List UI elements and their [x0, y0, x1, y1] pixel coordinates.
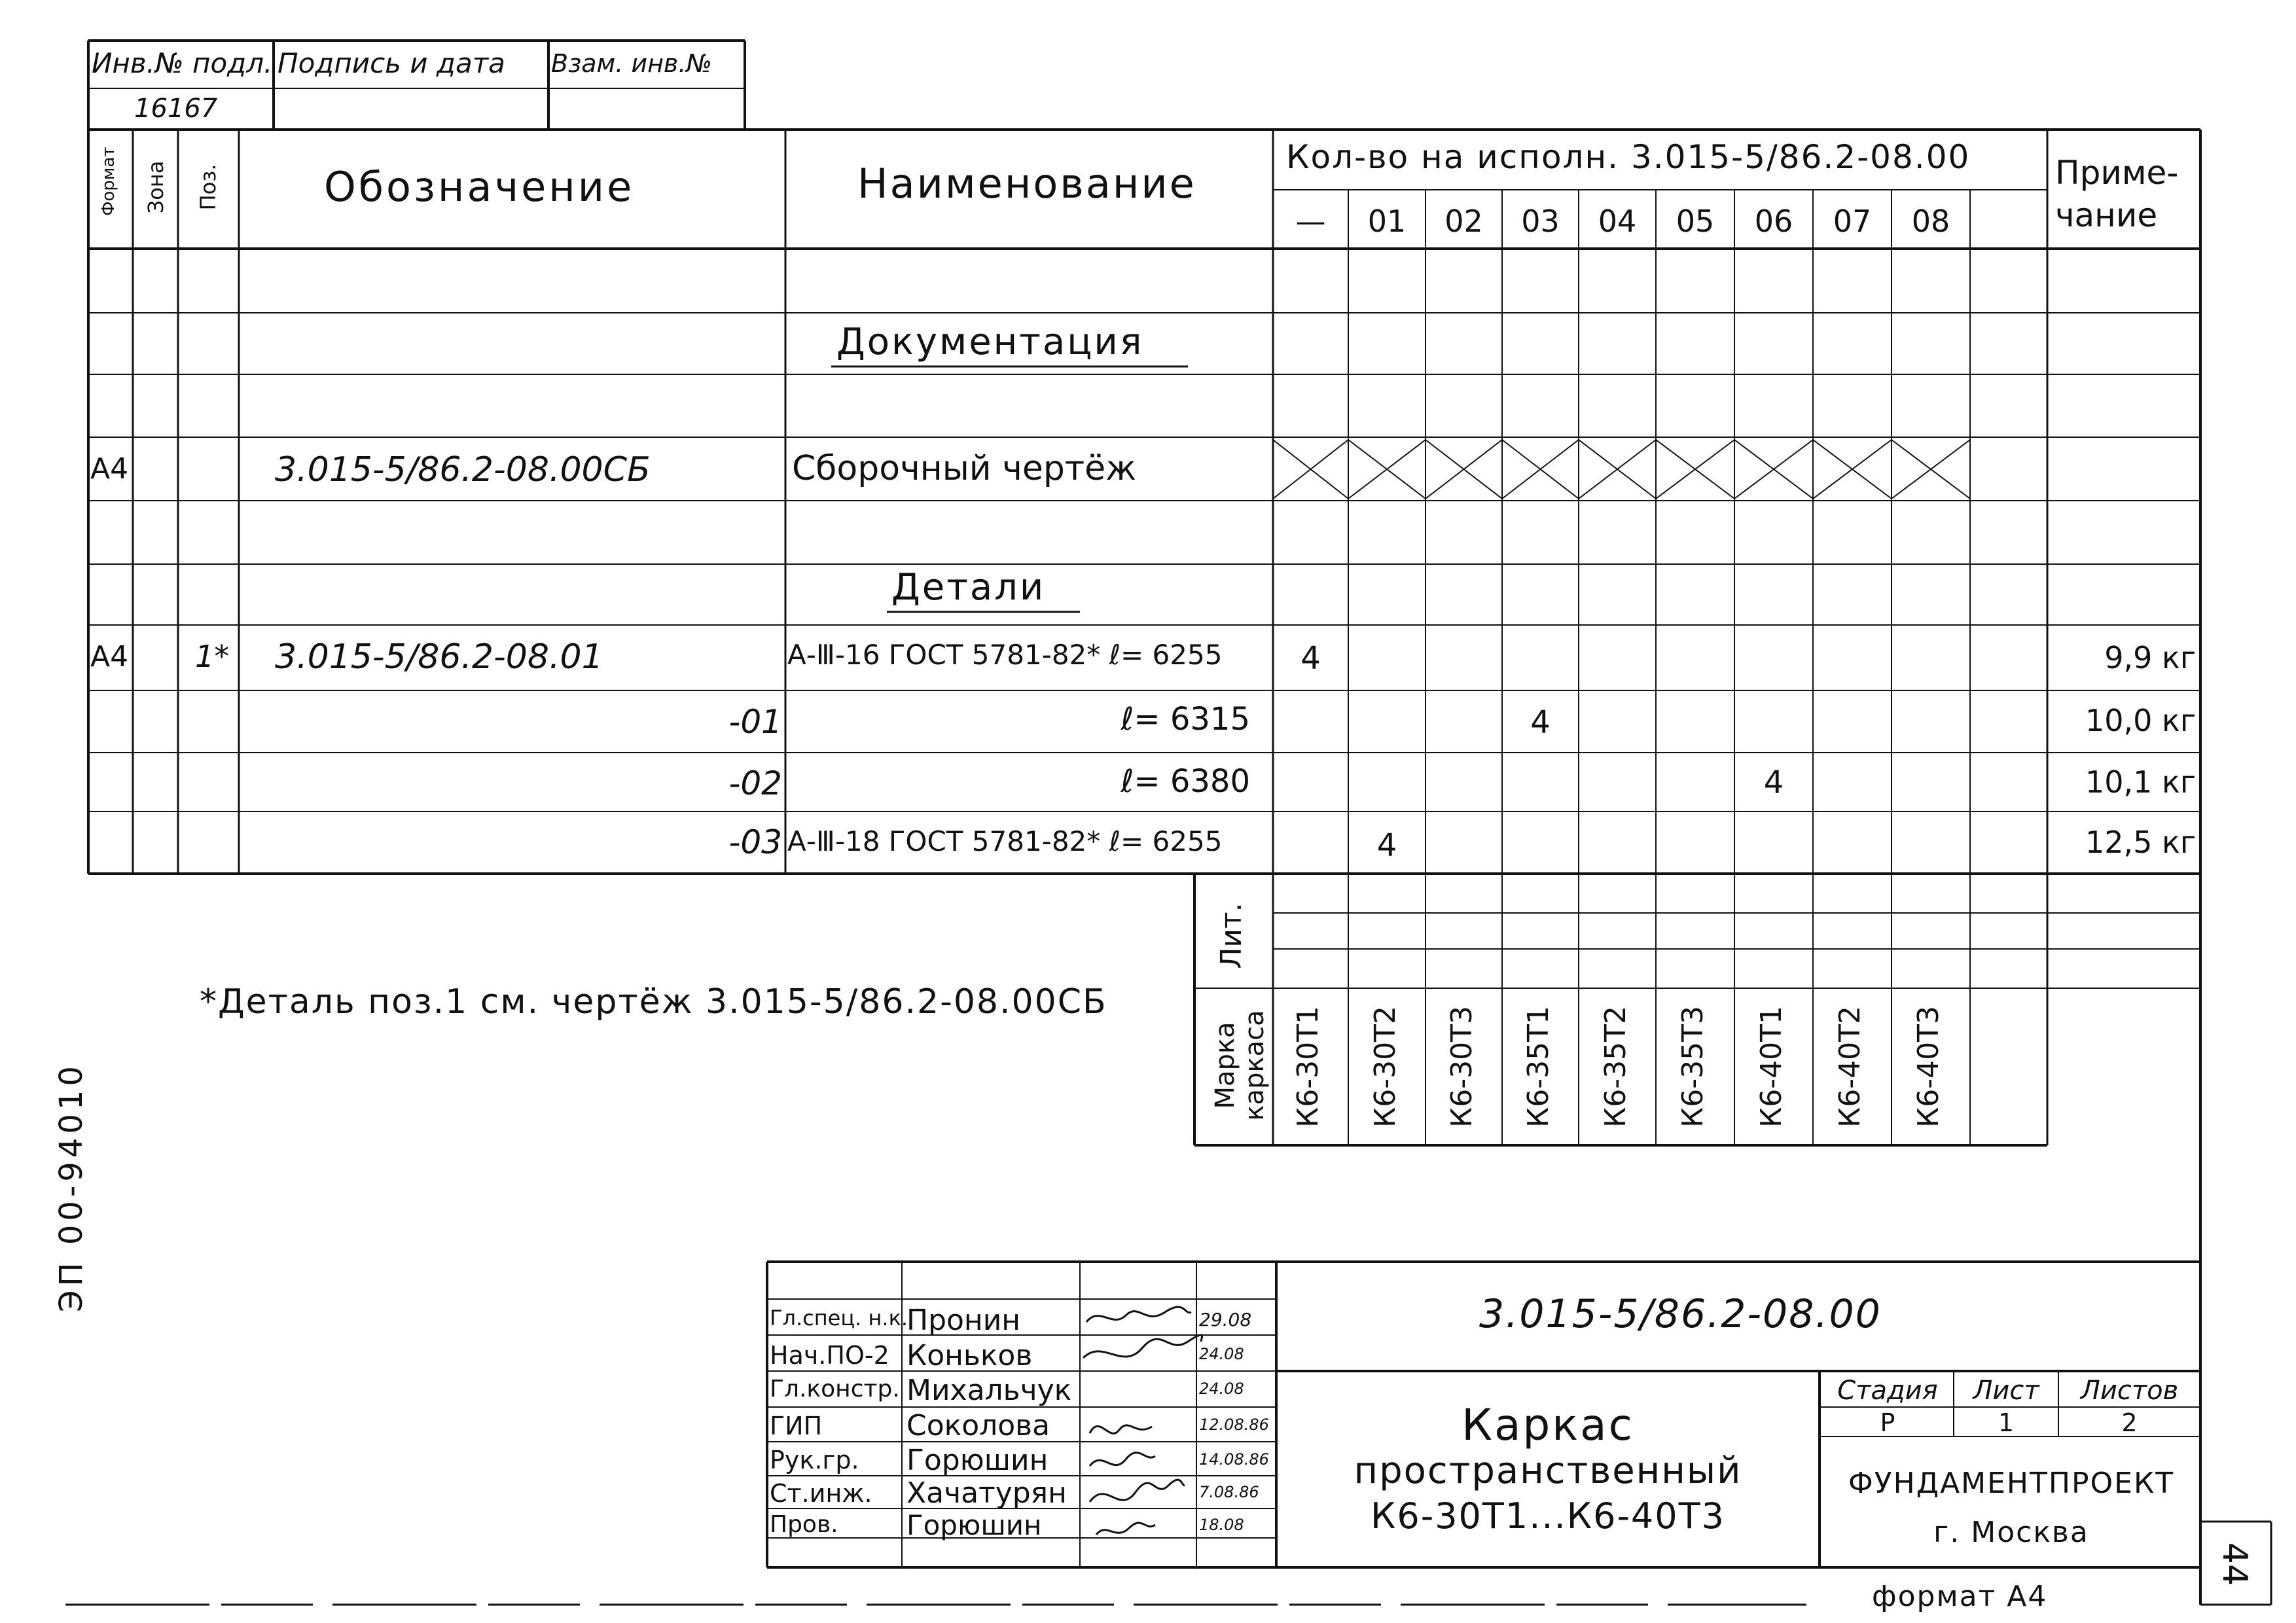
row-4-qty: 4	[1763, 764, 1784, 801]
row-3-suffix: -01	[728, 703, 782, 741]
row-1-format: А4	[90, 452, 129, 486]
row-3-qty: 4	[1530, 704, 1551, 741]
mark-item-5: К6-35Т2	[1599, 1006, 1632, 1128]
qty-col-base: —	[1295, 204, 1326, 239]
lit-label: Лит.	[1215, 902, 1248, 969]
doc-code: 3.015-5/86.2-08.00	[1479, 1291, 1882, 1337]
col-position-header: Поз.	[196, 164, 221, 211]
stage-label: Стадия	[1837, 1376, 1938, 1406]
row-3-note: 10,0 кг	[2085, 703, 2196, 738]
stamp-role-3: Гл.констр.	[770, 1376, 900, 1402]
stamp-name-3: Михальчук	[906, 1374, 1072, 1407]
stamp-date-6: 7.08.86	[1199, 1483, 1259, 1501]
inv-podl-label: Инв.№ подл.	[92, 47, 273, 79]
row-1-name: Сборочный чертёж	[792, 449, 1136, 488]
vzam-inv-label: Взам. инв.№	[551, 49, 712, 78]
signature-date-label: Подпись и дата	[278, 47, 505, 79]
mark-label-line-2: каркаса	[1240, 1010, 1270, 1121]
row-4-note: 10,1 кг	[2085, 764, 2196, 800]
stamp-name-7: Горюшин	[906, 1509, 1042, 1541]
stamp-role-1: Гл.спец. н.к.	[770, 1306, 908, 1330]
stage-value: Р	[1880, 1408, 1895, 1437]
row-4-name: ℓ= 6380	[1121, 763, 1250, 800]
stamp-name-2: Коньков	[906, 1339, 1033, 1372]
stamp-role-4: ГИП	[770, 1412, 823, 1440]
sheet-label: Лист	[1973, 1376, 2039, 1406]
stamp-name-5: Горюшин	[906, 1444, 1049, 1477]
mark-item-3: К6-30Т3	[1445, 1006, 1479, 1128]
stamp-role-6: Ст.инж.	[770, 1479, 872, 1508]
row-5-note: 12,5 кг	[2085, 825, 2196, 860]
mark-item-4: К6-35Т1	[1522, 1006, 1555, 1128]
title-line-2: пространственный	[1354, 1450, 1742, 1492]
stamp-date-5: 14.08.86	[1199, 1450, 1269, 1469]
organization: ФУНДАМЕНТПРОЕКТ	[1848, 1467, 2175, 1500]
col-designation-header: Обозначение	[324, 163, 635, 211]
qty-col-03: 03	[1521, 204, 1560, 239]
mark-item-2: К6-30Т2	[1369, 1006, 1402, 1128]
footnote: *Деталь поз.1 см. чертёж 3.015-5/86.2-08.00СБ	[200, 982, 1107, 1022]
stamp-date-3: 24.08	[1199, 1380, 1244, 1398]
stamp-role-7: Пров.	[770, 1511, 838, 1538]
qty-col-08: 08	[1911, 204, 1950, 239]
qty-col-05: 05	[1676, 204, 1715, 239]
title-line-1: Каркас	[1462, 1400, 1634, 1450]
row-3-name: ℓ= 6315	[1121, 701, 1250, 738]
qty-col-07: 07	[1833, 204, 1872, 239]
mark-item-1: К6-30Т1	[1291, 1006, 1325, 1128]
stamp-name-1: Пронин	[906, 1304, 1021, 1337]
qty-col-06: 06	[1754, 204, 1793, 239]
col-name-header: Наименование	[857, 160, 1196, 207]
col-zone-header: Зона	[143, 160, 168, 214]
row-2-format: А4	[90, 640, 129, 673]
stamp-date-4: 12.08.86	[1199, 1416, 1269, 1434]
qty-col-02: 02	[1444, 204, 1483, 239]
stamp-name-6: Хачатурян	[906, 1476, 1067, 1510]
side-archive-number: ЭП 00-94010	[53, 1062, 90, 1312]
mark-item-8: К6-40Т2	[1833, 1006, 1867, 1128]
stamp-name-4: Соколова	[906, 1409, 1050, 1442]
sheets-value: 2	[2121, 1408, 2138, 1437]
section-details: Детали	[891, 566, 1046, 609]
stamp-role-2: Нач.ПО-2	[770, 1341, 889, 1370]
signatures	[1083, 1307, 1202, 1535]
col-qty-group-header: Кол-во на исполн. 3.015-5/86.2-08.00	[1286, 138, 1971, 176]
mark-label-line-1: Марка	[1210, 1022, 1240, 1109]
row-4-suffix: -02	[728, 764, 782, 802]
city: г. Москва	[1933, 1516, 2089, 1549]
sheets-label: Листов	[2080, 1376, 2179, 1406]
col-note-header: Приме-чание	[2055, 154, 2179, 234]
mark-item-6: К6-35Т3	[1676, 1006, 1710, 1128]
row-5-name: А-Ⅲ-18 ГОСТ 5781-82* ℓ= 6255	[787, 825, 1223, 857]
row-5-qty: 4	[1376, 827, 1397, 864]
stamp-date-1: 29.08	[1199, 1309, 1252, 1330]
row-5-suffix: -03	[728, 823, 782, 861]
section-documentation: Документация	[836, 321, 1144, 363]
mark-item-9: К6-40Т3	[1912, 1006, 1945, 1128]
row-2-position: 1*	[195, 639, 230, 674]
title-line-3: К6-30Т1...К6-40Т3	[1371, 1495, 1725, 1537]
qty-col-04: 04	[1598, 204, 1637, 239]
qty-col-01: 01	[1367, 204, 1407, 239]
row-1-designation: 3.015-5/86.2-08.00СБ	[275, 450, 651, 490]
format-label: формат А4	[1872, 1580, 2048, 1613]
stamp-date-2: 24.08	[1199, 1345, 1244, 1363]
col-format-header: Формат	[99, 147, 118, 216]
row-2-name: А-Ⅲ-16 ГОСТ 5781-82* ℓ= 6255	[787, 639, 1223, 671]
inventory-number: 16167	[134, 94, 218, 124]
row-2-qty: 4	[1300, 640, 1321, 677]
stamp-role-5: Рук.гр.	[770, 1446, 859, 1474]
row-2-designation: 3.015-5/86.2-08.01	[275, 637, 603, 677]
row-2-note: 9,9 кг	[2104, 640, 2196, 675]
mark-item-7: К6-40Т1	[1755, 1006, 1788, 1128]
page-number: 44	[2215, 1542, 2254, 1586]
stamp-date-7: 18.08	[1199, 1516, 1244, 1534]
sheet-value: 1	[1998, 1408, 2015, 1437]
